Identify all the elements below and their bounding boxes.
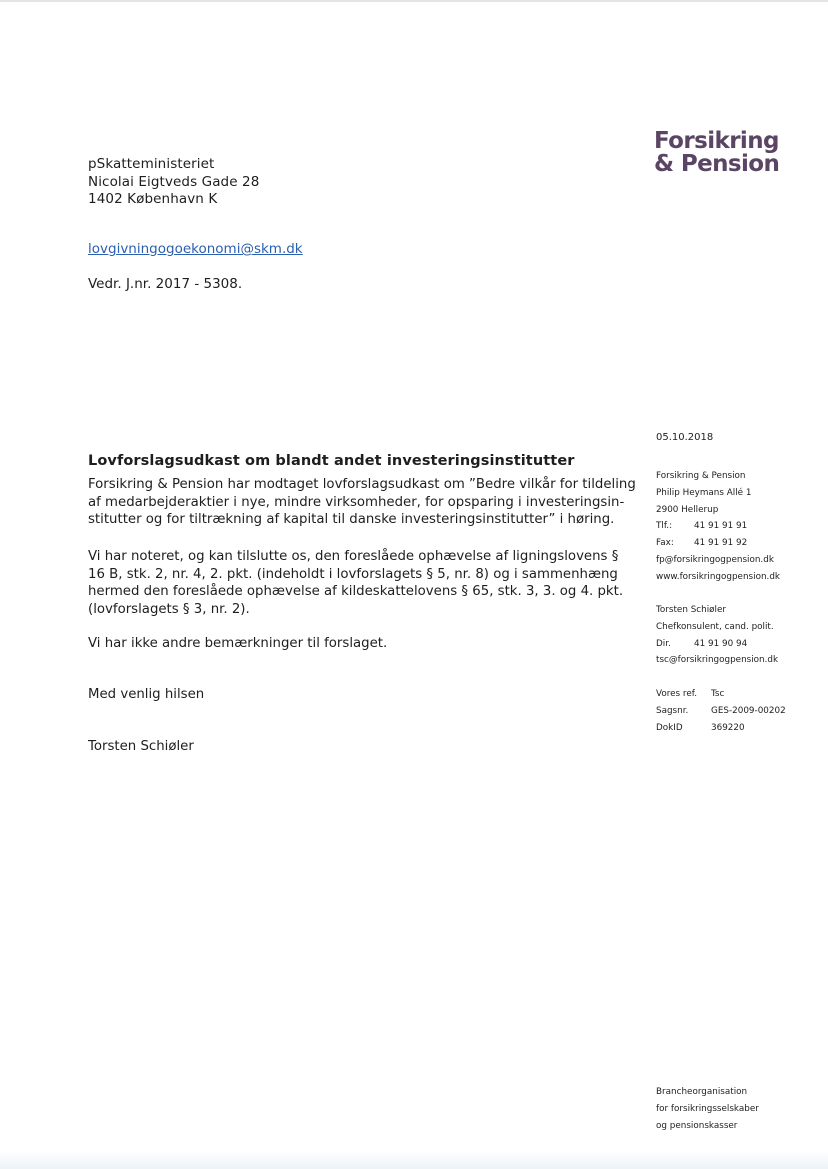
org-fax-row xyxy=(656,535,780,552)
sidebar-footer xyxy=(656,1084,759,1134)
logo xyxy=(654,130,779,176)
org-fax-label: Fax: xyxy=(656,538,674,549)
recipient-address xyxy=(88,156,259,209)
org-name: Forsikring & Pension xyxy=(656,471,746,481)
paragraph-1 xyxy=(88,476,636,529)
ref-dokid-value: 369220 xyxy=(711,722,745,733)
letter-date: 05.10.2018 xyxy=(656,432,714,443)
paragraph-line: 16 B, stk. 2, nr. 4, 2. pkt. (indeholdt i lovforslagets § 5, nr. 8) og i sammenhæng xyxy=(88,566,618,582)
paragraph-line: stitutter og for tiltrækning af kapital til danske investeringsinstitutter” i høring. xyxy=(88,512,615,527)
org-street: Philip Heymans Allé 1 xyxy=(656,487,752,498)
ref-vores-label: Vores ref. xyxy=(656,689,698,699)
letter-title: Lovforslagsudkast om blandt andet investeringsinstitutter xyxy=(88,453,575,469)
recipient-city: 1402 København K xyxy=(88,191,218,207)
ref-sagsnr-row xyxy=(656,703,786,720)
ref-vores-value: Tsc xyxy=(711,689,725,699)
org-phone-label: Tlf.: xyxy=(656,521,673,532)
paragraph-line: hermed den foreslåede ophævelse af kildeskattelovens § 65, stk. 3, 3. og 4. pkt. xyxy=(88,584,624,599)
contact-email: tsc@forsikringogpension.dk xyxy=(656,655,779,666)
footer-line-2: for forsikringsselskaber xyxy=(656,1103,759,1114)
ref-sagsnr-label: Sagsnr. xyxy=(656,705,689,716)
logo-line-2: & Pension xyxy=(654,151,780,177)
contact-title: Chefkonsulent, cand. polit. xyxy=(656,621,774,632)
paragraph-line: Vi har ikke andre bemærkninger til forslaget. xyxy=(88,636,388,651)
sidebar-organization xyxy=(656,468,780,586)
ref-vores-row xyxy=(656,686,786,703)
sidebar-references xyxy=(656,686,786,736)
recipient-name: pSkatteministeriet xyxy=(88,156,215,172)
ref-dokid-label: DokID xyxy=(656,722,683,733)
contact-direct-label: Dir. xyxy=(656,638,671,649)
ref-sagsnr-value: GES-2009-00202 xyxy=(711,705,786,716)
org-city: 2900 Hellerup xyxy=(656,504,719,515)
contact-direct-phone: 41 91 90 94 xyxy=(694,638,748,649)
footer-line-3: og pensionskasser xyxy=(656,1120,738,1131)
org-fax: 41 91 91 92 xyxy=(694,538,748,549)
logo-line-1: Forsikring xyxy=(654,128,779,154)
org-website: www.forsikringogpension.dk xyxy=(656,571,781,582)
paragraph-2 xyxy=(88,548,623,618)
contact-direct-row xyxy=(656,636,778,653)
recipient-email-link[interactable]: lovgivningogoekonomi@skm.dk xyxy=(88,241,303,257)
org-phone: 41 91 91 91 xyxy=(694,521,748,532)
paragraph-line: af medarbejderaktier i nye, mindre virksomheder, for opsparing i investeringsin- xyxy=(88,494,625,510)
paragraph-line: Forsikring & Pension har modtaget lovforslagsudkast om ”Bedre vilkår for tildeling xyxy=(88,477,636,492)
sidebar-contact xyxy=(656,602,778,669)
org-email: fp@forsikringogpension.dk xyxy=(656,554,774,565)
contact-name: Torsten Schiøler xyxy=(656,605,726,615)
paragraph-line: Vi har noteret, og kan tilslutte os, den foreslåede ophævelse af ligningslovens § xyxy=(88,549,619,564)
case-reference: Vedr. J.nr. 2017 - 5308. xyxy=(88,276,243,292)
closing-greeting: Med venlig hilsen xyxy=(88,687,205,702)
org-phone-row xyxy=(656,518,780,535)
ref-dokid-row xyxy=(656,720,786,737)
footer-line-1: Brancheorganisation xyxy=(656,1087,748,1097)
paragraph-line: (lovforslagets § 3, nr. 2). xyxy=(88,601,250,617)
signer-name: Torsten Schiøler xyxy=(88,739,194,754)
bottom-edge-band xyxy=(0,1150,828,1169)
paragraph-3 xyxy=(88,635,387,653)
recipient-street: Nicolai Eigtveds Gade 28 xyxy=(88,173,260,190)
top-edge-line xyxy=(0,0,828,2)
